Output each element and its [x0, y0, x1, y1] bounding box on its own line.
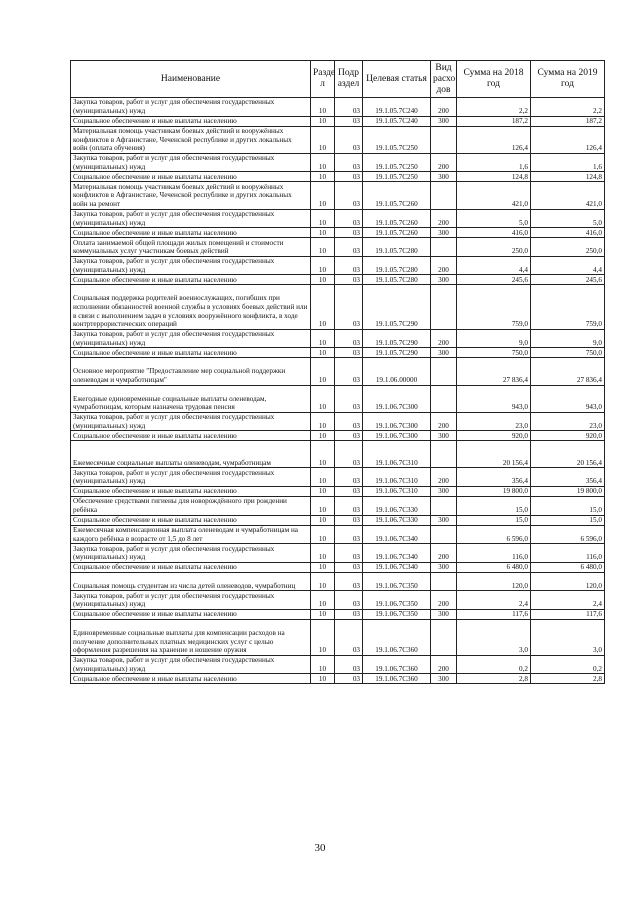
row-sum-2018-cell: 15,0: [457, 515, 531, 525]
row-sum-2019-cell: 27 836,4: [531, 358, 605, 385]
row-name-cell: Закупка товаров, работ и услуг для обеспечения государственных (муниципальных) нужд: [71, 329, 311, 348]
row-name-cell: Социальное обеспечение и иные выплаты населению: [71, 275, 311, 285]
row-target-cell: 19.1.05.7C280: [363, 256, 431, 275]
row-vid-cell: 300: [431, 610, 457, 620]
row-name-cell: Социальное обеспечение и иные выплаты населению: [71, 228, 311, 238]
table-row: [71, 329, 605, 348]
row-sum-2018-cell: 117,6: [457, 610, 531, 620]
row-name-cell: Социальное обеспечение и иные выплаты населению: [71, 515, 311, 525]
row-podrazdel-cell: 03: [335, 544, 363, 563]
row-name-cell: Закупка товаров, работ и услуг для обеспечения государственных (муниципальных) нужд: [71, 655, 311, 674]
row-vid-cell: 300: [431, 172, 457, 182]
row-podrazdel-cell: 03: [335, 562, 363, 572]
row-vid-cell: [431, 126, 457, 153]
row-razdel-cell: 10: [311, 412, 335, 431]
row-podrazdel-cell: 03: [335, 285, 363, 329]
row-razdel-cell: 10: [311, 238, 335, 257]
header-razdel: Разде л: [311, 61, 335, 98]
row-razdel-cell: 10: [311, 468, 335, 487]
table-body: [71, 98, 605, 684]
row-razdel-cell: 10: [311, 544, 335, 563]
row-sum-2018-cell: 27 836,4: [457, 358, 531, 385]
row-vid-cell: 300: [431, 228, 457, 238]
row-razdel-cell: 10: [311, 610, 335, 620]
row-vid-cell: 200: [431, 256, 457, 275]
table-row: [71, 98, 605, 117]
row-name-cell: Социальное обеспечение и иные выплаты населению: [71, 562, 311, 572]
row-sum-2018-cell: 0,2: [457, 655, 531, 674]
row-sum-2018-cell: 1,6: [457, 153, 531, 172]
row-razdel-cell: 10: [311, 385, 335, 412]
row-vid-cell: 300: [431, 515, 457, 525]
row-sum-2018-cell: 120,0: [457, 572, 531, 591]
row-sum-2019-cell: 120,0: [531, 572, 605, 591]
row-razdel-cell: 10: [311, 275, 335, 285]
row-sum-2018-cell: 416,0: [457, 228, 531, 238]
budget-table: [70, 60, 605, 684]
row-podrazdel-cell: 03: [335, 348, 363, 358]
row-razdel-cell: 10: [311, 655, 335, 674]
table-row: [71, 172, 605, 182]
row-name-cell: Закупка товаров, работ и услуг для обеспечения государственных (муниципальных) нужд: [71, 209, 311, 228]
row-target-cell: 19.1.06.7C300: [363, 431, 431, 441]
row-name-cell: Социальное обеспечение и иные выплаты населению: [71, 116, 311, 126]
table-row: [71, 525, 605, 544]
row-podrazdel-cell: 03: [335, 412, 363, 431]
row-vid-cell: 200: [431, 591, 457, 610]
row-razdel-cell: 10: [311, 256, 335, 275]
row-name-cell: Ежемесячная компенсационная выплата оленеводам и чумработницам на каждого ребёнка в возрасте от 1,5 до 8 лет: [71, 525, 311, 544]
table-row: [71, 620, 605, 656]
header-sum-2019: Сумма на 2019 год: [531, 61, 605, 98]
row-vid-cell: 200: [431, 468, 457, 487]
row-sum-2018-cell: 3,0: [457, 620, 531, 656]
row-vid-cell: [431, 525, 457, 544]
row-podrazdel-cell: 03: [335, 172, 363, 182]
row-razdel-cell: 10: [311, 209, 335, 228]
row-sum-2018-cell: 9,0: [457, 329, 531, 348]
row-sum-2019-cell: 421,0: [531, 182, 605, 209]
row-sum-2019-cell: 19 800,0: [531, 487, 605, 497]
row-sum-2019-cell: 3,0: [531, 620, 605, 656]
row-razdel-cell: 10: [311, 487, 335, 497]
row-sum-2019-cell: 5,0: [531, 209, 605, 228]
row-vid-cell: [431, 238, 457, 257]
row-sum-2019-cell: 943,0: [531, 385, 605, 412]
row-target-cell: 19.1.06.7C300: [363, 412, 431, 431]
row-sum-2018-cell: 124,8: [457, 172, 531, 182]
row-target-cell: 19.1.06.7C350: [363, 591, 431, 610]
table-row: [71, 610, 605, 620]
row-sum-2018-cell: 116,0: [457, 544, 531, 563]
row-sum-2019-cell: 6 596,0: [531, 525, 605, 544]
row-name-cell: Социальное обеспечение и иные выплаты населению: [71, 610, 311, 620]
row-podrazdel-cell: 03: [335, 98, 363, 117]
row-vid-cell: [431, 620, 457, 656]
row-sum-2018-cell: 2,2: [457, 98, 531, 117]
row-target-cell: 19.1.06.7C350: [363, 572, 431, 591]
row-sum-2019-cell: 117,6: [531, 610, 605, 620]
row-target-cell: 19.1.06.7C340: [363, 544, 431, 563]
table-row: [71, 126, 605, 153]
row-target-cell: 19.1.06.7C310: [363, 468, 431, 487]
row-podrazdel-cell: 03: [335, 116, 363, 126]
header-target: Целевая статья: [363, 61, 431, 98]
row-sum-2019-cell: 15,0: [531, 515, 605, 525]
row-target-cell: 19.1.05.7C250: [363, 153, 431, 172]
row-razdel-cell: 10: [311, 591, 335, 610]
table-row: [71, 412, 605, 431]
row-target-cell: 19.1.05.7C280: [363, 275, 431, 285]
row-name-cell: Закупка товаров, работ и услуг для обеспечения государственных (муниципальных) нужд: [71, 591, 311, 610]
row-sum-2019-cell: 2,2: [531, 98, 605, 117]
table-row: [71, 153, 605, 172]
row-name-cell: Материальная помощь участникам боевых действий и вооружённых конфликтов в Афганистане, Чеченской республике и других локальных войн на ремонт: [71, 182, 311, 209]
table-row: [71, 674, 605, 684]
row-razdel-cell: 10: [311, 515, 335, 525]
row-razdel-cell: 10: [311, 153, 335, 172]
row-razdel-cell: 10: [311, 620, 335, 656]
row-podrazdel-cell: 03: [335, 228, 363, 238]
row-vid-cell: 200: [431, 544, 457, 563]
table-header-row: [71, 61, 605, 98]
row-target-cell: 19.1.05.7C240: [363, 98, 431, 117]
row-razdel-cell: 10: [311, 562, 335, 572]
table-row: [71, 228, 605, 238]
row-podrazdel-cell: 03: [335, 358, 363, 385]
row-vid-cell: [431, 358, 457, 385]
row-podrazdel-cell: 03: [335, 126, 363, 153]
row-razdel-cell: 10: [311, 431, 335, 441]
row-vid-cell: [431, 441, 457, 468]
row-sum-2019-cell: 245,6: [531, 275, 605, 285]
row-target-cell: 19.1.05.7C250: [363, 126, 431, 153]
row-target-cell: 19.1.06.7C300: [363, 385, 431, 412]
row-target-cell: 19.1.05.7C290: [363, 329, 431, 348]
table-row: [71, 487, 605, 497]
row-target-cell: 19.1.05.7C240: [363, 116, 431, 126]
row-name-cell: Обеспечение средствами гигиены для новорождённого при рождении ребёнка: [71, 497, 311, 516]
row-razdel-cell: 10: [311, 285, 335, 329]
row-razdel-cell: 10: [311, 116, 335, 126]
row-sum-2018-cell: 4,4: [457, 256, 531, 275]
row-podrazdel-cell: 03: [335, 153, 363, 172]
table-row: [71, 655, 605, 674]
row-target-cell: 19.1.06.7C350: [363, 610, 431, 620]
row-target-cell: 19.1.05.7C290: [363, 285, 431, 329]
row-vid-cell: 300: [431, 348, 457, 358]
row-sum-2019-cell: 920,0: [531, 431, 605, 441]
row-vid-cell: 300: [431, 487, 457, 497]
header-name: Наименование: [71, 61, 311, 98]
row-target-cell: 19.1.06.7C310: [363, 487, 431, 497]
row-vid-cell: 200: [431, 412, 457, 431]
table-row: [71, 468, 605, 487]
row-podrazdel-cell: 03: [335, 674, 363, 684]
row-name-cell: Закупка товаров, работ и услуг для обеспечения государственных (муниципальных) нужд: [71, 153, 311, 172]
row-target-cell: 19.1.05.7C250: [363, 172, 431, 182]
table-row: [71, 209, 605, 228]
row-target-cell: 19.1.05.7C260: [363, 182, 431, 209]
row-target-cell: 19.1.06.7C330: [363, 497, 431, 516]
row-vid-cell: 200: [431, 153, 457, 172]
row-target-cell: 19.1.06.7C360: [363, 620, 431, 656]
row-name-cell: Ежегодные единовременные социальные выплаты оленеводам, чумработницам, которым назначена трудовая пенсия: [71, 385, 311, 412]
row-sum-2019-cell: 0,2: [531, 655, 605, 674]
row-sum-2018-cell: 187,2: [457, 116, 531, 126]
row-sum-2019-cell: 1,6: [531, 153, 605, 172]
row-sum-2019-cell: 15,0: [531, 497, 605, 516]
row-sum-2019-cell: 23,0: [531, 412, 605, 431]
row-vid-cell: 300: [431, 562, 457, 572]
row-sum-2019-cell: 9,0: [531, 329, 605, 348]
row-razdel-cell: 10: [311, 329, 335, 348]
table-row: [71, 441, 605, 468]
table-row: [71, 562, 605, 572]
row-target-cell: 19.1.05.7C260: [363, 228, 431, 238]
row-vid-cell: 200: [431, 209, 457, 228]
row-podrazdel-cell: 03: [335, 431, 363, 441]
row-sum-2019-cell: 759,0: [531, 285, 605, 329]
row-name-cell: Социальное обеспечение и иные выплаты населению: [71, 674, 311, 684]
row-podrazdel-cell: 03: [335, 238, 363, 257]
row-sum-2018-cell: 245,6: [457, 275, 531, 285]
row-name-cell: Основное мероприятие "Предоставление мер социальной поддержки оленеводам и чумработницам": [71, 358, 311, 385]
table-row: [71, 116, 605, 126]
row-name-cell: Социальная поддержка родителей военнослужащих, погибших при исполнении обязанностей военной службы в условиях боевых действий или в связи с выполнением задач в условиях вооружённого конфликта, в ходе контртеррористических операций: [71, 285, 311, 329]
row-razdel-cell: 10: [311, 228, 335, 238]
row-podrazdel-cell: 03: [335, 655, 363, 674]
row-sum-2019-cell: 416,0: [531, 228, 605, 238]
row-name-cell: Материальная помощь участникам боевых действий и вооружённых конфликтов в Афганистане, Чеченской республике и других локальных войн (оплата обучения): [71, 126, 311, 153]
row-vid-cell: [431, 182, 457, 209]
row-target-cell: 19.1.05.7C280: [363, 238, 431, 257]
row-vid-cell: [431, 285, 457, 329]
row-sum-2018-cell: 750,0: [457, 348, 531, 358]
row-razdel-cell: 10: [311, 497, 335, 516]
row-podrazdel-cell: 03: [335, 525, 363, 544]
table-row: [71, 497, 605, 516]
row-name-cell: Закупка товаров, работ и услуг для обеспечения государственных (муниципальных) нужд: [71, 98, 311, 117]
table-row: [71, 275, 605, 285]
row-sum-2018-cell: 6 596,0: [457, 525, 531, 544]
row-sum-2019-cell: 126,4: [531, 126, 605, 153]
row-podrazdel-cell: 03: [335, 275, 363, 285]
row-vid-cell: 300: [431, 275, 457, 285]
row-target-cell: 19.1.06.7C360: [363, 674, 431, 684]
table-row: [71, 385, 605, 412]
row-sum-2019-cell: 2,4: [531, 591, 605, 610]
row-podrazdel-cell: 03: [335, 209, 363, 228]
table-row: [71, 182, 605, 209]
header-podrazdel: Подр аздел: [335, 61, 363, 98]
row-sum-2018-cell: 6 480,0: [457, 562, 531, 572]
row-podrazdel-cell: 03: [335, 329, 363, 348]
row-name-cell: Социальное обеспечение и иные выплаты населению: [71, 431, 311, 441]
row-sum-2018-cell: 19 800,0: [457, 487, 531, 497]
row-vid-cell: 300: [431, 674, 457, 684]
row-sum-2018-cell: 15,0: [457, 497, 531, 516]
row-sum-2018-cell: 23,0: [457, 412, 531, 431]
row-podrazdel-cell: 03: [335, 256, 363, 275]
row-target-cell: 19.1.06.7C340: [363, 562, 431, 572]
table-row: [71, 348, 605, 358]
row-name-cell: Закупка товаров, работ и услуг для обеспечения государственных (муниципальных) нужд: [71, 256, 311, 275]
row-sum-2019-cell: 116,0: [531, 544, 605, 563]
row-razdel-cell: 10: [311, 98, 335, 117]
row-vid-cell: 200: [431, 655, 457, 674]
table-row: [71, 544, 605, 563]
row-sum-2018-cell: 356,4: [457, 468, 531, 487]
row-target-cell: 19.1.06.7C360: [363, 655, 431, 674]
row-razdel-cell: 10: [311, 525, 335, 544]
row-name-cell: Закупка товаров, работ и услуг для обеспечения государственных (муниципальных) нужд: [71, 412, 311, 431]
row-razdel-cell: 10: [311, 572, 335, 591]
row-sum-2018-cell: 2,4: [457, 591, 531, 610]
row-sum-2018-cell: 20 156,4: [457, 441, 531, 468]
row-vid-cell: [431, 572, 457, 591]
row-name-cell: Ежемесячные социальные выплаты оленеводам, чумработницам: [71, 441, 311, 468]
table-row: [71, 431, 605, 441]
row-razdel-cell: 10: [311, 674, 335, 684]
row-sum-2019-cell: 20 156,4: [531, 441, 605, 468]
row-sum-2019-cell: 4,4: [531, 256, 605, 275]
row-razdel-cell: 10: [311, 172, 335, 182]
table-row: [71, 572, 605, 591]
row-podrazdel-cell: 03: [335, 497, 363, 516]
row-vid-cell: [431, 385, 457, 412]
row-sum-2019-cell: 187,2: [531, 116, 605, 126]
row-vid-cell: 200: [431, 329, 457, 348]
header-vid: Вид расхо дов: [431, 61, 457, 98]
row-podrazdel-cell: 03: [335, 385, 363, 412]
table-row: [71, 256, 605, 275]
row-name-cell: Оплата занимаемой общей площади жилых помещений и стоимости коммунальных услуг участникам боевых действий: [71, 238, 311, 257]
row-target-cell: 19.1.06.7C310: [363, 441, 431, 468]
header-sum-2018: Сумма на 2018 год: [457, 61, 531, 98]
row-sum-2018-cell: 920,0: [457, 431, 531, 441]
row-vid-cell: 200: [431, 98, 457, 117]
row-podrazdel-cell: 03: [335, 515, 363, 525]
row-sum-2019-cell: 356,4: [531, 468, 605, 487]
row-sum-2018-cell: 5,0: [457, 209, 531, 228]
row-name-cell: Социальное обеспечение и иные выплаты населению: [71, 172, 311, 182]
row-podrazdel-cell: 03: [335, 487, 363, 497]
row-sum-2018-cell: 421,0: [457, 182, 531, 209]
row-target-cell: 19.1.06.00000: [363, 358, 431, 385]
row-razdel-cell: 10: [311, 441, 335, 468]
row-podrazdel-cell: 03: [335, 610, 363, 620]
row-vid-cell: 300: [431, 431, 457, 441]
row-sum-2018-cell: 759,0: [457, 285, 531, 329]
table-row: [71, 285, 605, 329]
row-razdel-cell: 10: [311, 126, 335, 153]
row-name-cell: Закупка товаров, работ и услуг для обеспечения государственных (муниципальных) нужд: [71, 468, 311, 487]
table-row: [71, 358, 605, 385]
row-razdel-cell: 10: [311, 182, 335, 209]
row-podrazdel-cell: 03: [335, 468, 363, 487]
table-row: [71, 238, 605, 257]
row-sum-2019-cell: 6 480,0: [531, 562, 605, 572]
row-name-cell: Социальное обеспечение и иные выплаты населению: [71, 348, 311, 358]
row-podrazdel-cell: 03: [335, 182, 363, 209]
row-name-cell: Единовременные социальные выплаты для компенсации расходов на получение дополнительных платных медицинских услуг с целью оформления разрешения на хранение и ношение оружия: [71, 620, 311, 656]
row-name-cell: Социальное обеспечение и иные выплаты населению: [71, 487, 311, 497]
row-vid-cell: [431, 497, 457, 516]
row-target-cell: 19.1.05.7C260: [363, 209, 431, 228]
row-sum-2019-cell: 250,0: [531, 238, 605, 257]
row-razdel-cell: 10: [311, 348, 335, 358]
row-podrazdel-cell: 03: [335, 441, 363, 468]
row-sum-2018-cell: 2,8: [457, 674, 531, 684]
row-sum-2018-cell: 943,0: [457, 385, 531, 412]
row-target-cell: 19.1.06.7C340: [363, 525, 431, 544]
row-podrazdel-cell: 03: [335, 620, 363, 656]
row-sum-2019-cell: 2,8: [531, 674, 605, 684]
page-number: 30: [314, 842, 326, 854]
table-row: [71, 591, 605, 610]
table-row: [71, 515, 605, 525]
row-name-cell: Социальная помощь студентам из числа детей оленеводов, чумработниц: [71, 572, 311, 591]
row-sum-2018-cell: 250,0: [457, 238, 531, 257]
row-podrazdel-cell: 03: [335, 591, 363, 610]
row-sum-2019-cell: 750,0: [531, 348, 605, 358]
row-razdel-cell: 10: [311, 358, 335, 385]
row-sum-2019-cell: 124,8: [531, 172, 605, 182]
row-vid-cell: 300: [431, 116, 457, 126]
row-sum-2018-cell: 126,4: [457, 126, 531, 153]
row-target-cell: 19.1.06.7C330: [363, 515, 431, 525]
row-target-cell: 19.1.05.7C290: [363, 348, 431, 358]
row-podrazdel-cell: 03: [335, 572, 363, 591]
row-name-cell: Закупка товаров, работ и услуг для обеспечения государственных (муниципальных) нужд: [71, 544, 311, 563]
